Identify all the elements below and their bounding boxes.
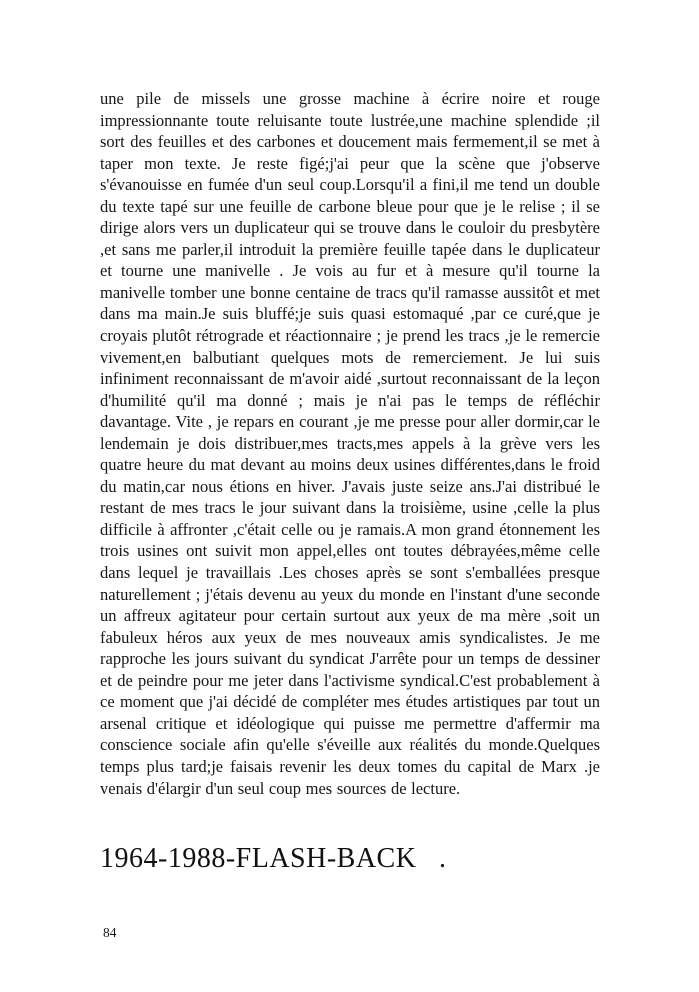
body-paragraph: une pile de missels une grosse machine à écrire noire et rouge impressionnante toute reluisante toute lustrée,une machine splendide ;il sort des feuilles et des carbones et doucement mais fermement,il se met à taper mon texte. Je reste figé;j'ai peur que la scène que j'observe s'évanouisse en fumée d'un seul coup.Lorsqu'il a fini,il me tend un double du texte tapé sur une feuille de carbone bleue pour que je le relise ; il se dirige alors vers un duplicateur qui se trouve dans le couloir du presbytère ,et sans me parler,il introduit la première feuille tapée dans le duplicateur et tourne une manivelle . Je vois au fur et à mesure qu'il tourne la manivelle tomber une bonne centaine de tracs qu'il ramasse aussitôt et met dans ma main.Je suis bluffé;je suis quasi estomaqué ,par ce curé,que je croyais plutôt rétrograde et réactionnaire ; je prend les tracs ,je le remercie vivement,en balbutiant quelques mots de remerciement. Je lui suis infiniment reconnaissant de m'avoir aidé ,surtout reconnaissant de la leçon d'humilité qu'il ma donné ; mais je n'ai pas le temps de réfléchir davantage. Vite , je repars en courant ,je me presse pour aller dormir,car le lendemain je dois distribuer,mes tracts,mes appels à la grève vers les quatre heure du mat devant au moins deux usines différentes,dans le froid du matin,car nous étions en hiver. J'avais juste seize ans.J'ai distribué le restant de mes tracs le jour suivant dans la troisième, usine ,celle la plus difficile à affronter ,c'était celle ou je ramais.A mon grand étonnement les trois usines ont suivit mon appel,elles ont toutes débrayées,même celle dans lequel je travaillais .Les choses après se sont s'emballées presque naturellement ; j'étais devenu au yeux du monde en l'instant d'une seconde un affreux agitateur pour certain surtout aux yeux de ma mère ,soit un fabuleux héros aux yeux de mes nouveaux amis syndicalistes. Je me rapproche les jours suivant du syndicat J'arrête pour un temps de dessiner et de peindre pour me jeter dans l'activisme syndical.C'est probablement à ce moment que j'ai décidé de compléter mes études artistiques par tout un arsenal critique et idéologique qui puisse me permettre d'affermir ma conscience sociale afin qu'elle s'éveille aux réalités du monde.Quelques temps plus tard;je faisais revenir les deux tomes du capital de Marx .je venais d'élargir d'un seul coup mes sources de lecture.: [100, 89, 600, 798]
section-heading: 1964-1988-FLASH-BACK .: [100, 843, 447, 874]
page-number: 84: [103, 925, 117, 940]
